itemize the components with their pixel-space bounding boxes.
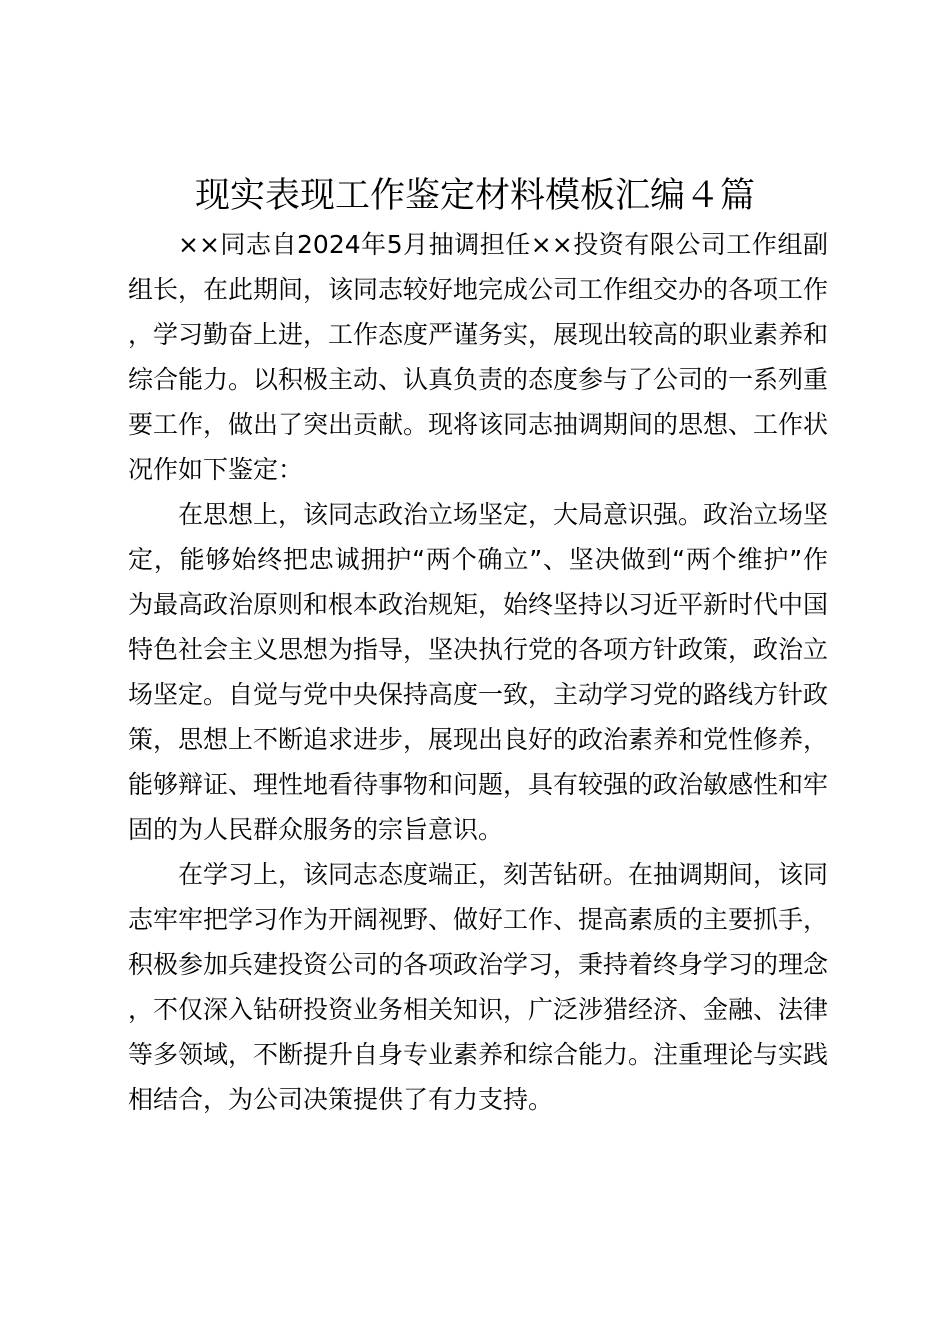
paragraph-study: 在学习上，该同志态度端正，刻苦钻研。在抽调期间，该同志牢牢把学习作为开阔视野、做好工作、提高素质的主要抓手，积极参加兵建投资公司的各项政治学习，秉持着终身学习的理念，不仅深入钻研投资业务相关知识，广泛涉猎经济、金融、法律等多领域，不断提升自身专业素养和综合能力。注重理论与实践相结合，为公司决策提供了有力支持。 [128, 860, 829, 1114]
document-title: 现实表现工作鉴定材料模板汇编４篇 [194, 176, 755, 216]
paragraph-ideology: 在思想上，该同志政治立场坚定，大局意识强。政治立场坚定，能够始终把忠诚拥护“两个确立”、坚决做到“两个维护”作为最高政治原则和根本政治规矩，始终坚持以习近平新时代中国特色社会主义思想为指导，坚决执行党的各项方针政策，政治立场坚定。自觉与党中央保持高度一致，主动学习党的路线方针政策，思想上不断追求进步，展现出良好的政治素养和党性修养，能够辩证、理性地看待事物和问题，具有较强的政治敏感性和牢固的为人民群众服务的宗旨意识。 [128, 500, 829, 844]
document-body [128, 222, 828, 1122]
paragraph-intro: ××同志自2024年5月抽调担任××投资有限公司工作组副组长，在此期间，该同志较好地完成公司工作组交办的各项工作，学习勤奋上进，工作态度严谨务实，展现出较高的职业素养和综合能力。以积极主动、认真负责的态度参与了公司的一系列重要工作，做出了突出贡献。现将该同志抽调期间的思想、工作状况作如下鉴定： [128, 230, 829, 484]
